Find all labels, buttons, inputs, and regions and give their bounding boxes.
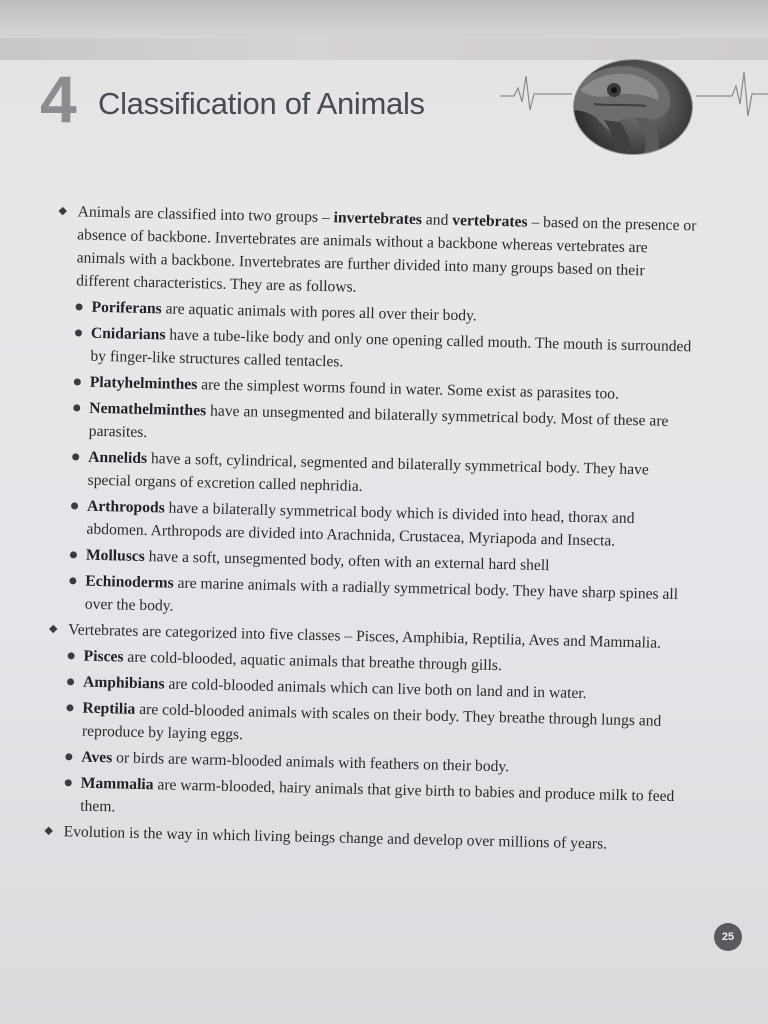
point-text: Vertebrates are categorized into five classes – Pisces, Amphibia, Reptilia, Aves and Mammalia. [68,621,662,652]
chapter-title: Classification of Animals [98,86,425,121]
round-bullet-icon [69,577,76,584]
round-bullet-icon [65,779,72,786]
key-term: Arthropods [86,497,165,517]
point-text: are aquatic animals with pores all over their body. [161,300,477,325]
header-strip [0,38,768,60]
point-text: are the simplest worms found in water. Some exist as parasites too. [197,376,620,403]
point-text: have a soft, unsegmented body, often with an external hard shell [144,548,550,575]
point-text: or birds are warm-blooded animals with feathers on their body. [112,749,510,776]
diamond-bullet-icon [44,827,52,835]
key-term: Platyhelminthes [89,373,198,394]
key-term: Echinoderms [85,572,174,592]
chapter-summary [45,200,699,860]
round-bullet-icon [65,753,72,760]
point-text: have a bilaterally symmetrical body which is divided into head, thorax and abdomen. Arthropods are divided into Arachnida, Crustacea, Myriapoda and Insecta. [86,499,635,550]
round-bullet-icon [66,704,73,711]
point-text: and [421,211,453,229]
chapter-number: 4 [40,62,77,136]
key-term: Aves [81,748,113,767]
round-bullet-icon [70,551,77,558]
point-text: are cold-blooded, aquatic animals that breathe through gills. [123,648,503,675]
point-text: – based on the presence or absence of backbone. Invertebrates are animals without a backbone whereas vertebrates are animals with a backbone. Invertebrates are further divided into many groups based on their different characteristics. They are as follows. [75,213,697,296]
key-term: Nemathelminthes [89,399,207,420]
point-text: have an unsegmented and bilaterally symmetrical body. Most of these are parasites. [88,402,669,442]
point-text: Animals are classified into two groups – [77,203,334,227]
diamond-bullet-icon [49,625,57,633]
key-term: Reptilia [82,699,136,718]
diamond-bullet-icon [59,207,67,215]
key-term: Molluscs [85,546,146,566]
round-bullet-icon [75,303,82,310]
key-term: Mammalia [80,774,154,794]
point-text: are cold-blooded animals which can live both on land and in water. [164,675,587,703]
round-bullet-icon [73,404,80,411]
key-term: Annelids [87,448,148,468]
page-number-badge: 25 [714,923,742,951]
point-text: are cold-blooded animals with scales on their body. They breathe through lungs and reproduce by laying eggs. [81,700,662,744]
key-term: invertebrates [333,209,423,229]
key-term: vertebrates [452,211,528,231]
chameleon-photo [574,60,692,154]
round-bullet-icon [71,502,78,509]
point-text: are marine animals with a radially symmetrical body. They have sharp spines all over the body. [84,574,679,615]
round-bullet-icon [72,453,79,460]
key-term: Pisces [83,647,124,666]
main-point [58,200,700,306]
page-top-shadow [0,0,768,42]
point-text: have a soft, cylindrical, segmented and bilaterally symmetrical body. They have special organs of excretion called nephridia. [87,450,650,495]
key-term: Cnidarians [90,324,166,344]
point-text: have a tube-like body and only one opening called mouth. The mouth is surrounded by finger-like structures called tentacles. [90,326,692,371]
round-bullet-icon [75,329,82,336]
key-term: Amphibians [82,673,165,693]
point-text: Evolution is the way in which living beings change and develop over millions of years. [63,823,608,853]
round-bullet-icon [68,652,75,659]
round-bullet-icon [74,378,81,385]
point-text: are warm-blooded, hairy animals that give birth to babies and produce milk to feed them. [80,776,675,816]
key-term: Poriferans [91,298,162,318]
round-bullet-icon [67,678,74,685]
